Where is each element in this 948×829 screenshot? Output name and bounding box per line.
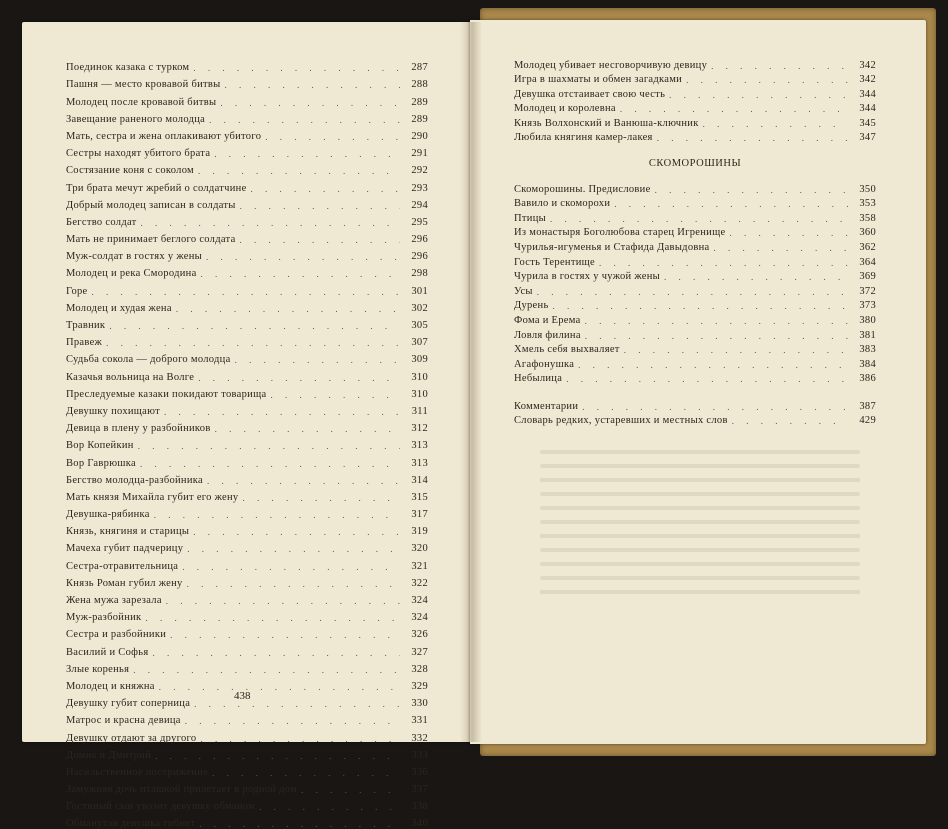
toc-entry-title: Сестра-отравительница xyxy=(66,560,179,572)
dot-leader xyxy=(664,272,848,282)
dot-leader xyxy=(133,665,400,675)
toc-entry-title: Домна и Дмитрий xyxy=(66,749,152,761)
toc-entry-title: Девица в плену у разбойников xyxy=(66,423,211,435)
toc-entry-page: 336 xyxy=(411,766,428,778)
toc-entry xyxy=(66,658,428,675)
dot-leader xyxy=(209,115,400,125)
toc-entry-page: 322 xyxy=(411,577,428,589)
toc-entry-page: 429 xyxy=(859,415,876,426)
toc-entry-title: Князь, княгиня и старицы xyxy=(66,526,190,538)
toc-entry-title: Матрос и красна девица xyxy=(66,715,181,727)
toc-entry-page: 295 xyxy=(411,216,428,228)
dot-leader xyxy=(259,802,400,812)
toc-entry xyxy=(66,383,428,400)
toc-entry-title: Усы xyxy=(514,285,533,297)
toc-entry-page: 320 xyxy=(411,543,428,555)
toc-entry-title: Добрый молодец записан в солдаты xyxy=(66,199,236,211)
toc-entry xyxy=(514,412,876,426)
dot-leader xyxy=(176,304,400,314)
toc-entry-title: Обманутая девушка гибнет xyxy=(66,818,196,829)
toc-entry-title: Гостиный сын увозит девушку обманом xyxy=(66,801,256,813)
toc-entry xyxy=(66,211,428,228)
toc-entry xyxy=(66,572,428,589)
toc-entry-title: Судьба сокола — доброго молодца xyxy=(66,354,231,366)
toc-entry-title: Любила княгиня камер-лакея xyxy=(514,132,653,143)
right-toc-list-appendix xyxy=(514,398,876,426)
toc-entry xyxy=(66,744,428,761)
toc-entry xyxy=(66,228,428,245)
toc-entry-page: 287 xyxy=(411,62,428,74)
toc-entry-page: 373 xyxy=(859,300,876,312)
toc-entry-page: 342 xyxy=(859,59,876,71)
dot-leader xyxy=(225,80,400,90)
toc-entry xyxy=(66,400,428,417)
dot-leader xyxy=(235,355,400,365)
dot-leader xyxy=(154,510,400,520)
toc-entry-page: 330 xyxy=(411,698,428,710)
toc-entry xyxy=(514,129,876,144)
toc-entry-page: 350 xyxy=(859,183,876,195)
toc-entry-title: Агафонушка xyxy=(514,358,575,370)
toc-entry xyxy=(66,262,428,279)
toc-entry xyxy=(66,554,428,571)
toc-entry-title: Жена мужа зарезала xyxy=(66,595,162,606)
toc-entry xyxy=(66,73,428,90)
toc-entry-page: 332 xyxy=(411,732,428,744)
toc-entry-page: 312 xyxy=(411,423,428,435)
toc-entry xyxy=(66,469,428,486)
toc-entry-title: Молодец и княжна xyxy=(66,680,155,692)
dot-leader xyxy=(206,252,400,262)
dot-leader xyxy=(714,243,848,253)
toc-entry-page: 369 xyxy=(859,271,876,283)
toc-entry xyxy=(514,56,876,71)
toc-entry xyxy=(66,623,428,640)
dot-leader xyxy=(550,214,848,224)
toc-entry-title: Девушка отстаивает свою честь xyxy=(514,88,666,100)
toc-entry xyxy=(66,314,428,331)
toc-entry xyxy=(514,253,876,268)
toc-entry xyxy=(66,589,428,606)
toc-entry-page: 353 xyxy=(859,198,876,210)
dot-leader xyxy=(566,374,848,384)
dot-leader xyxy=(265,132,400,142)
toc-entry xyxy=(514,209,876,224)
toc-entry-page: 310 xyxy=(411,371,428,383)
toc-entry xyxy=(514,100,876,115)
dot-leader xyxy=(599,258,848,268)
toc-entry-title: Комментарии xyxy=(514,401,579,412)
dot-leader xyxy=(711,61,848,71)
toc-entry xyxy=(514,268,876,283)
dot-leader xyxy=(198,373,400,383)
toc-entry-title: Состязание коня с соколом xyxy=(66,165,194,177)
toc-entry-page: 289 xyxy=(411,96,428,108)
toc-entry-page: 319 xyxy=(411,526,428,538)
toc-entry-page: 381 xyxy=(859,329,876,341)
dot-leader xyxy=(553,301,848,311)
toc-entry-page: 301 xyxy=(411,285,428,297)
toc-entry-title: Словарь редких, устаревших и местных слов xyxy=(514,415,728,426)
toc-entry-title: Девушку отдают за другого xyxy=(66,732,197,744)
toc-entry-page: 345 xyxy=(859,117,876,129)
toc-entry xyxy=(66,176,428,193)
toc-entry-title: Вор Копейкин xyxy=(66,440,134,452)
toc-entry-page: 372 xyxy=(859,285,876,297)
toc-entry xyxy=(66,520,428,537)
toc-entry xyxy=(66,795,428,812)
toc-entry-title: Муж-солдат в гостях у жены xyxy=(66,251,202,263)
toc-entry-page: 298 xyxy=(411,268,428,280)
toc-entry-page: 313 xyxy=(411,457,428,469)
toc-entry-page: 324 xyxy=(411,595,428,606)
toc-entry xyxy=(514,311,876,326)
toc-entry-title: Бегство солдат xyxy=(66,216,137,228)
toc-entry xyxy=(66,142,428,159)
toc-entry xyxy=(66,778,428,795)
dot-leader xyxy=(199,819,400,829)
toc-entry-page: 383 xyxy=(859,344,876,356)
dot-leader xyxy=(686,75,848,85)
toc-entry-title: Молодец убивает несговорчивую девицу xyxy=(514,59,708,71)
dot-leader xyxy=(92,287,400,297)
dot-leader xyxy=(242,493,400,503)
toc-entry-page: 347 xyxy=(859,132,876,143)
toc-entry xyxy=(514,224,876,239)
toc-entry xyxy=(66,245,428,262)
toc-entry-page: 340 xyxy=(411,818,428,829)
toc-entry-page: 309 xyxy=(411,354,428,366)
dot-leader xyxy=(187,579,400,589)
toc-entry-title: Пашня — место кровавой битвы xyxy=(66,79,221,91)
toc-entry-title: Мать не принимает беглого солдата xyxy=(66,234,236,246)
toc-entry-title: Поединок казака с турком xyxy=(66,62,190,74)
toc-entry-page: 364 xyxy=(859,256,876,268)
toc-entry-page: 302 xyxy=(411,302,428,314)
toc-entry xyxy=(66,159,428,176)
dot-leader xyxy=(537,287,848,297)
toc-entry-page: 315 xyxy=(411,491,428,503)
dot-leader xyxy=(207,476,400,486)
toc-entry-title: Девушку похищают xyxy=(66,405,161,417)
toc-entry-title: Злые коренья xyxy=(66,663,130,675)
dot-leader xyxy=(620,104,848,114)
dot-leader xyxy=(212,768,400,778)
dot-leader xyxy=(657,133,848,143)
toc-entry xyxy=(514,326,876,341)
toc-entry-page: 384 xyxy=(859,358,876,370)
toc-entry-title: Хмель себя выхваляет xyxy=(514,344,620,356)
dot-leader xyxy=(655,185,848,195)
dot-leader xyxy=(185,716,400,726)
dot-leader xyxy=(187,544,400,554)
toc-entry-page: 290 xyxy=(411,130,428,142)
toc-entry-page: 305 xyxy=(411,320,428,331)
toc-entry-page: 289 xyxy=(411,113,428,125)
toc-entry-page: 310 xyxy=(411,388,428,400)
toc-entry-page: 293 xyxy=(411,182,428,194)
dot-leader xyxy=(106,338,400,348)
dot-leader xyxy=(301,785,400,795)
dot-leader xyxy=(240,201,400,211)
toc-entry xyxy=(514,71,876,86)
dot-leader xyxy=(164,407,400,417)
toc-entry-page: 344 xyxy=(859,88,876,100)
toc-entry xyxy=(66,503,428,520)
toc-entry xyxy=(66,537,428,554)
toc-entry-title: Завещание раненого молодца xyxy=(66,113,206,125)
toc-entry-title: Горе xyxy=(66,285,88,297)
toc-entry-page: 307 xyxy=(411,337,428,349)
toc-entry-title: Мачеха губит падчерицу xyxy=(66,543,184,555)
toc-entry xyxy=(66,279,428,296)
toc-entry-page: 296 xyxy=(411,234,428,246)
toc-entry xyxy=(66,726,428,743)
dot-leader xyxy=(614,199,848,209)
toc-entry xyxy=(66,434,428,451)
toc-entry-title: Вавило и скоморохи xyxy=(514,198,611,210)
toc-entry-page: 324 xyxy=(411,612,428,624)
dot-leader xyxy=(220,98,400,108)
toc-entry-title: Чурилья-игуменья и Стафида Давыдовна xyxy=(514,241,710,253)
dot-leader xyxy=(732,416,848,426)
toc-entry-page: 326 xyxy=(411,629,428,641)
toc-entry-title: Из монастыря Боголюбова старец Игренище xyxy=(514,227,726,239)
dot-leader xyxy=(141,218,400,228)
dot-leader xyxy=(215,424,400,434)
toc-entry-page: 362 xyxy=(859,241,876,253)
toc-entry xyxy=(514,355,876,370)
toc-entry-page: 292 xyxy=(411,165,428,177)
dot-leader xyxy=(166,596,400,606)
toc-entry-title: Молодец и худая жена xyxy=(66,302,172,314)
toc-entry xyxy=(66,365,428,382)
toc-entry xyxy=(66,812,428,829)
toc-entry-page: 387 xyxy=(859,401,876,412)
dot-leader xyxy=(214,149,400,159)
dot-leader xyxy=(585,331,848,341)
toc-entry-title: Мать князя Михайла губит его жену xyxy=(66,491,239,503)
toc-entry-title: Правеж xyxy=(66,337,103,349)
toc-entry-page: 288 xyxy=(411,79,428,91)
right-toc-list-section xyxy=(514,180,876,384)
toc-entry-title: Молодец и река Смородина xyxy=(66,268,197,280)
toc-entry xyxy=(514,180,876,195)
toc-entry-title: Князь Роман губил жену xyxy=(66,577,183,589)
page-number: 438 xyxy=(234,690,251,702)
toc-entry xyxy=(66,297,428,314)
dot-leader xyxy=(193,63,400,73)
dot-leader xyxy=(159,682,400,692)
toc-entry-page: 360 xyxy=(859,227,876,239)
toc-entry-page: 338 xyxy=(411,801,428,813)
toc-entry xyxy=(66,709,428,726)
toc-entry-title: Вор Гаврюшка xyxy=(66,457,136,469)
toc-entry-page: 333 xyxy=(411,749,428,761)
toc-entry-title: Девушка-рябинка xyxy=(66,509,150,521)
dot-leader xyxy=(669,90,848,100)
toc-entry-title: Три брата мечут жребий о солдатчине xyxy=(66,182,247,194)
toc-entry-title: Насильственное пострижение xyxy=(66,766,209,778)
dot-leader xyxy=(729,228,848,238)
toc-entry xyxy=(66,194,428,211)
toc-entry xyxy=(66,348,428,365)
toc-entry-page: 321 xyxy=(411,560,428,572)
toc-entry-page: 291 xyxy=(411,148,428,160)
toc-entry-page: 294 xyxy=(411,199,428,211)
toc-entry-page: 313 xyxy=(411,440,428,452)
toc-entry xyxy=(66,108,428,125)
dot-leader xyxy=(240,235,400,245)
toc-entry xyxy=(514,85,876,100)
toc-entry-page: 311 xyxy=(411,405,428,417)
toc-entry xyxy=(66,606,428,623)
dot-leader xyxy=(198,166,400,176)
dot-leader xyxy=(182,562,400,572)
toc-entry-title: Гость Терентище xyxy=(514,256,595,268)
dot-leader xyxy=(200,734,400,744)
toc-entry-title: Сестры находят убитого брата xyxy=(66,148,211,160)
toc-entry-page: 344 xyxy=(859,103,876,114)
toc-entry xyxy=(514,341,876,356)
toc-entry-page: 317 xyxy=(411,509,428,521)
toc-entry xyxy=(514,297,876,312)
dot-leader xyxy=(201,269,400,279)
dot-leader xyxy=(251,184,400,194)
toc-entry-page: 380 xyxy=(859,314,876,326)
toc-entry-title: Сестра и разбойники xyxy=(66,629,167,641)
toc-entry xyxy=(514,370,876,385)
dot-leader xyxy=(155,751,400,761)
dot-leader xyxy=(138,441,400,451)
toc-entry-title: Птицы xyxy=(514,212,546,224)
toc-entry-title: Молодец после кровавой битвы xyxy=(66,96,217,108)
toc-entry-page: 329 xyxy=(411,680,428,692)
toc-entry xyxy=(66,331,428,348)
dot-leader xyxy=(152,648,400,658)
toc-entry-title: Фома и Ерема xyxy=(514,314,581,326)
toc-entry xyxy=(66,486,428,503)
toc-entry-title: Преследуемые казаки покидают товарища xyxy=(66,388,267,400)
toc-entry-title: Чурила в гостях у чужой жены xyxy=(514,271,661,283)
book-gutter xyxy=(460,22,482,742)
toc-entry-title: Князь Волхонский и Ванюша-ключник xyxy=(514,117,699,129)
toc-entry-title: Муж-разбойник xyxy=(66,612,142,624)
toc-entry-title: Скоморошины. Предисловие xyxy=(514,183,651,195)
toc-entry-page: 327 xyxy=(411,646,428,658)
dot-leader xyxy=(194,699,400,709)
toc-entry-page: 328 xyxy=(411,663,428,675)
toc-entry xyxy=(66,56,428,73)
toc-entry xyxy=(66,125,428,142)
toc-entry xyxy=(66,640,428,657)
section-heading: СКОМОРОШИНЫ xyxy=(648,158,742,169)
dot-leader xyxy=(109,321,400,331)
dot-leader xyxy=(703,119,848,129)
toc-entry-title: Девушку губит соперница xyxy=(66,698,191,710)
left-toc-list xyxy=(66,56,428,829)
toc-entry xyxy=(514,282,876,297)
toc-entry-page: 296 xyxy=(411,251,428,263)
toc-entry xyxy=(514,238,876,253)
toc-entry xyxy=(514,114,876,129)
dot-leader xyxy=(170,630,400,640)
toc-entry xyxy=(66,417,428,434)
toc-entry-title: Ловля филина xyxy=(514,329,581,341)
right-toc-list-top xyxy=(514,56,876,143)
dot-leader xyxy=(585,316,848,326)
dot-leader xyxy=(582,402,848,412)
toc-entry-page: 386 xyxy=(859,373,876,385)
dot-leader xyxy=(145,613,400,623)
toc-entry-page: 337 xyxy=(411,784,428,796)
toc-entry-title: Бегство молодца-разбойника xyxy=(66,474,203,486)
toc-entry-title: Замужняя дочь пташкой прилетает в родной дом xyxy=(66,784,298,796)
toc-entry-page: 331 xyxy=(411,715,428,727)
toc-entry-title: Василий и Софья xyxy=(66,646,149,658)
toc-entry xyxy=(66,90,428,107)
toc-entry-page: 358 xyxy=(859,212,876,224)
toc-entry-title: Игра в шахматы и обмен загадками xyxy=(514,74,683,85)
toc-entry xyxy=(514,398,876,412)
toc-entry-page: 342 xyxy=(859,74,876,85)
dot-leader xyxy=(624,345,848,355)
toc-entry-page: 314 xyxy=(411,474,428,486)
dot-leader xyxy=(193,527,400,537)
toc-entry xyxy=(66,761,428,778)
dot-leader xyxy=(578,360,848,370)
toc-entry xyxy=(66,451,428,468)
toc-entry xyxy=(514,195,876,210)
dot-leader xyxy=(140,459,400,469)
toc-entry-title: Мать, сестра и жена оплакивают убитого xyxy=(66,130,262,142)
toc-entry-title: Небылица xyxy=(514,373,563,385)
dot-leader xyxy=(270,390,400,400)
toc-entry-title: Молодец и королевна xyxy=(514,103,616,114)
toc-entry-title: Дурень xyxy=(514,300,549,312)
toc-entry-title: Казачья вольница на Волге xyxy=(66,371,195,383)
toc-entry-title: Травник xyxy=(66,320,106,331)
